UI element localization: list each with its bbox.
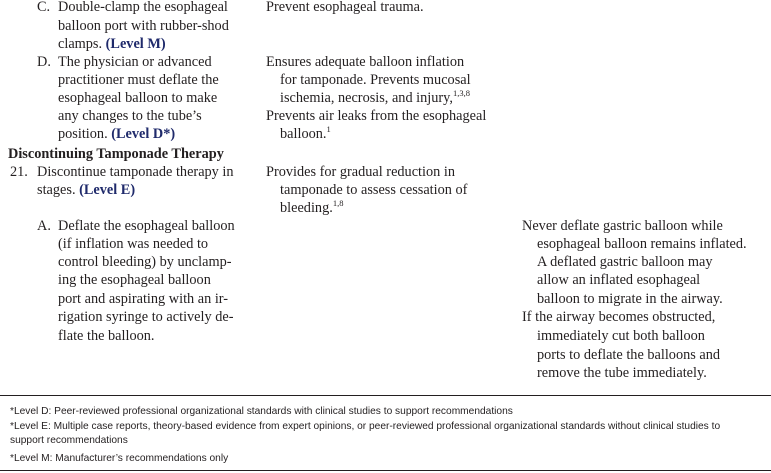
step-c-level: (Level M) (105, 36, 166, 52)
step-21-number: 21. (10, 164, 28, 180)
special-a-line: ports to deflate the balloons and (537, 347, 721, 363)
special-a-line: esophageal balloon remains inflated. (537, 236, 747, 252)
step-21-line: Discontinue tamponade therapy in (37, 164, 234, 180)
rationale-d-line (280, 89, 470, 107)
footnote-level-m: *Level M: Manufacturer’s recommendations only (10, 453, 229, 464)
step-d-level: (Level D*) (111, 126, 176, 142)
rationale-d-text: balloon. (280, 126, 327, 142)
rationale-21-reference: 1,8 (332, 198, 344, 209)
rationale-d-line: Ensures adequate balloon inflation (266, 54, 465, 70)
special-a-line: If the airway becomes obstructed, (522, 309, 716, 325)
step-21-level: (Level E) (79, 182, 136, 198)
step-a-line: Deflate the esophageal balloon (58, 218, 235, 234)
step-d-line: practitioner must deflate the (58, 72, 219, 88)
step-d-text: position. (58, 126, 108, 142)
rationale-c-line: Prevent esophageal trauma. (266, 0, 424, 15)
special-a-line: balloon to migrate in the airway. (537, 291, 723, 307)
rationale-d-reference: 1,3,8 (452, 88, 470, 99)
special-a-line: immediately cut both balloon (537, 328, 705, 344)
step-c-line: balloon port with rubber-shod (58, 18, 229, 34)
step-a-line: ing the esophageal balloon (58, 272, 211, 288)
step-d-line: any changes to the tube’s (58, 108, 202, 124)
step-a-line: control bleeding) by unclamp- (58, 254, 232, 270)
rationale-21-line: tamponade to assess cessation of (280, 182, 468, 198)
step-a-line: port and aspirating with an ir- (58, 291, 229, 307)
step-a-line: (if inflation was needed to (58, 236, 209, 252)
step-d-line: The physician or advanced (58, 54, 212, 70)
step-c-letter: C. (37, 0, 51, 15)
special-a-line: allow an inflated esophageal (537, 272, 701, 288)
section-heading: Discontinuing Tamponade Therapy (8, 146, 224, 162)
table-bottom-rule (0, 395, 771, 396)
step-a-line: rigation syringe to actively de- (58, 309, 234, 325)
footnote-level-e-continued: support recommendations (10, 435, 128, 446)
footnote-level-e: *Level E: Multiple case reports, theory-based evidence from expert opinions, or peer-reviewed professional organizational standards without clinical studies to (10, 421, 721, 432)
footnote-bottom-rule (0, 470, 771, 471)
rationale-d-line: for tamponade. Prevents mucosal (280, 72, 471, 88)
special-a-line: A deflated gastric balloon may (537, 254, 713, 270)
special-a-line: Never deflate gastric balloon while (522, 218, 723, 234)
step-d-line (58, 125, 175, 143)
step-a-letter: A. (37, 218, 51, 234)
rationale-d-text: ischemia, necrosis, and injury, (280, 90, 453, 106)
rationale-d-reference: 1 (326, 124, 331, 135)
step-a-line: flate the balloon. (58, 328, 155, 344)
step-d-line: esophageal balloon to make (58, 90, 218, 106)
step-d-letter: D. (37, 54, 51, 70)
footnote-level-d: *Level D: Peer-reviewed professional organizational standards with clinical studies to support recommendations (10, 406, 513, 417)
rationale-21-line: Provides for gradual reduction in (266, 164, 455, 180)
rationale-d-line: Prevents air leaks from the esophageal (266, 108, 487, 124)
step-c-text: clamps. (58, 36, 103, 52)
step-21-text: stages. (37, 182, 76, 198)
step-c-line: Double-clamp the esophageal (58, 0, 228, 15)
special-a-line: remove the tube immediately. (537, 365, 707, 381)
step-21-line (37, 181, 135, 199)
rationale-21-line (280, 199, 343, 217)
rationale-21-text: bleeding. (280, 200, 333, 216)
step-c-line (58, 35, 166, 53)
rationale-d-line (280, 125, 331, 143)
